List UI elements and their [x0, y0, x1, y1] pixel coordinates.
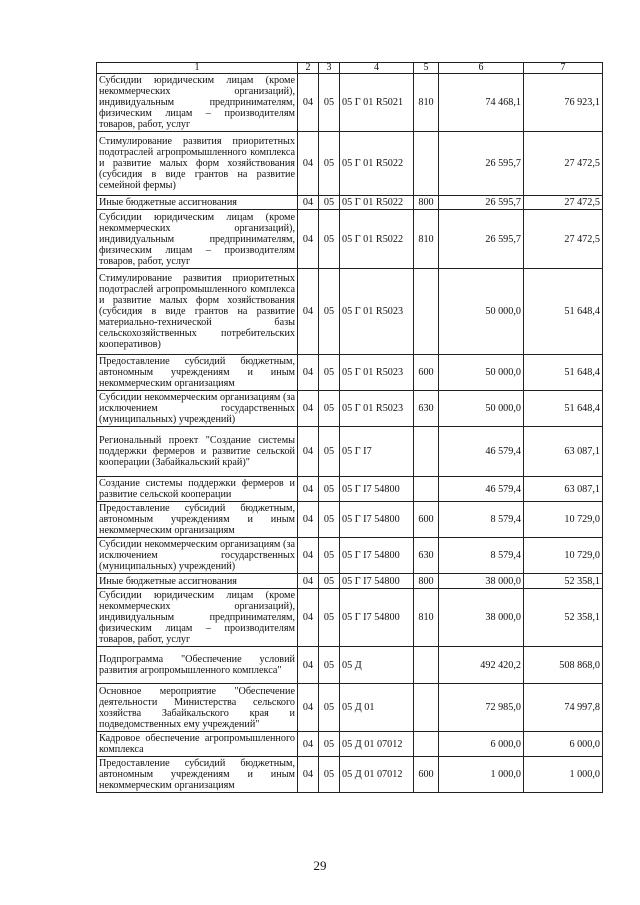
cell-target-code: 05 Г I7 54800	[340, 589, 414, 647]
cell-item-name: Субсидии некоммерческим организациям (за исключением государственных (муниципальных) учреждений)	[97, 391, 298, 427]
cell-target-code: 05 Г 01 R5022	[340, 210, 414, 269]
table-row	[97, 269, 603, 355]
cell-section: 04	[298, 684, 319, 732]
cell-expense-type	[414, 477, 439, 502]
cell-amount-year2: 74 997,8	[524, 684, 603, 732]
cell-section: 04	[298, 132, 319, 196]
cell-subsection: 05	[319, 574, 340, 589]
cell-subsection: 05	[319, 538, 340, 574]
cell-expense-type: 800	[414, 574, 439, 589]
cell-amount-year1: 26 595,7	[439, 196, 524, 210]
cell-section: 04	[298, 391, 319, 427]
cell-section: 04	[298, 732, 319, 757]
header-col-1: 1	[97, 63, 298, 74]
cell-section: 04	[298, 757, 319, 793]
cell-amount-year2: 63 087,1	[524, 477, 603, 502]
cell-target-code: 05 Г 01 R5023	[340, 355, 414, 391]
cell-amount-year2: 27 472,5	[524, 196, 603, 210]
table-row	[97, 684, 603, 732]
cell-amount-year1: 26 595,7	[439, 210, 524, 269]
cell-subsection: 05	[319, 477, 340, 502]
cell-amount-year2: 76 923,1	[524, 74, 603, 132]
table-row	[97, 355, 603, 391]
table-row	[97, 477, 603, 502]
cell-item-name: Подпрограмма "Обеспечение условий развития агропромышленного комплекса"	[97, 647, 298, 684]
cell-item-name: Предоставление субсидий бюджетным, автономным учреждениям и иным некоммерческим организациям	[97, 502, 298, 538]
cell-expense-type	[414, 684, 439, 732]
cell-subsection: 05	[319, 74, 340, 132]
cell-target-code: 05 Г I7 54800	[340, 574, 414, 589]
header-col-5: 5	[414, 63, 439, 74]
cell-amount-year1: 50 000,0	[439, 355, 524, 391]
cell-item-name: Иные бюджетные ассигнования	[97, 574, 298, 589]
cell-expense-type	[414, 269, 439, 355]
cell-section: 04	[298, 355, 319, 391]
cell-amount-year1: 8 579,4	[439, 502, 524, 538]
cell-amount-year1: 1 000,0	[439, 757, 524, 793]
cell-target-code: 05 Д 01 07012	[340, 732, 414, 757]
cell-section: 04	[298, 502, 319, 538]
cell-amount-year1: 50 000,0	[439, 391, 524, 427]
cell-subsection: 05	[319, 732, 340, 757]
table-row	[97, 74, 603, 132]
cell-subsection: 05	[319, 589, 340, 647]
cell-expense-type: 630	[414, 391, 439, 427]
cell-item-name: Предоставление субсидий бюджетным, автономным учреждениям и иным некоммерческим организациям	[97, 355, 298, 391]
cell-amount-year2: 51 648,4	[524, 391, 603, 427]
cell-section: 04	[298, 589, 319, 647]
cell-amount-year2: 10 729,0	[524, 538, 603, 574]
cell-subsection: 05	[319, 684, 340, 732]
cell-amount-year2: 51 648,4	[524, 355, 603, 391]
header-col-3: 3	[319, 63, 340, 74]
cell-section: 04	[298, 196, 319, 210]
cell-amount-year1: 46 579,4	[439, 477, 524, 502]
cell-subsection: 05	[319, 502, 340, 538]
table-row	[97, 589, 603, 647]
cell-amount-year1: 6 000,0	[439, 732, 524, 757]
cell-target-code: 05 Д 01 07012	[340, 757, 414, 793]
cell-amount-year1: 492 420,2	[439, 647, 524, 684]
cell-amount-year1: 72 985,0	[439, 684, 524, 732]
cell-item-name: Стимулирование развития приоритетных подотраслей агропромышленного комплекса и развитие малых форм хозяйствования (субсидия в виде грантов на развитие материально-технической базы сельскохозяйственных потребительских кооперативов)	[97, 269, 298, 355]
cell-amount-year2: 52 358,1	[524, 574, 603, 589]
cell-item-name: Предоставление субсидий бюджетным, автономным учреждениям и иным некоммерческим организациям	[97, 757, 298, 793]
cell-expense-type: 630	[414, 538, 439, 574]
cell-amount-year1: 8 579,4	[439, 538, 524, 574]
cell-expense-type: 600	[414, 355, 439, 391]
cell-expense-type	[414, 132, 439, 196]
cell-subsection: 05	[319, 210, 340, 269]
cell-target-code: 05 Г 01 R5023	[340, 391, 414, 427]
cell-section: 04	[298, 647, 319, 684]
table-row	[97, 391, 603, 427]
cell-target-code: 05 Г 01 R5023	[340, 269, 414, 355]
cell-item-name: Иные бюджетные ассигнования	[97, 196, 298, 210]
cell-target-code: 05 Г 01 R5022	[340, 132, 414, 196]
cell-target-code: 05 Г I7 54800	[340, 502, 414, 538]
cell-section: 04	[298, 210, 319, 269]
table-row	[97, 574, 603, 589]
cell-amount-year2: 6 000,0	[524, 732, 603, 757]
table-row	[97, 210, 603, 269]
cell-expense-type	[414, 732, 439, 757]
cell-item-name: Субсидии юридическим лицам (кроме некоммерческих организаций), индивидуальным предпринимателям, физическим лицам – производителям товаров, работ, услуг	[97, 74, 298, 132]
table-row	[97, 647, 603, 684]
header-col-2: 2	[298, 63, 319, 74]
cell-subsection: 05	[319, 355, 340, 391]
table-row	[97, 732, 603, 757]
cell-amount-year2: 10 729,0	[524, 502, 603, 538]
cell-amount-year2: 27 472,5	[524, 210, 603, 269]
cell-amount-year1: 38 000,0	[439, 589, 524, 647]
cell-item-name: Кадровое обеспечение агропромышленного комплекса	[97, 732, 298, 757]
cell-amount-year1: 74 468,1	[439, 74, 524, 132]
cell-amount-year2: 52 358,1	[524, 589, 603, 647]
table-row	[97, 502, 603, 538]
cell-item-name: Субсидии юридическим лицам (кроме некоммерческих организаций), индивидуальным предпринимателям, физическим лицам – производителям товаров, работ, услуг	[97, 210, 298, 269]
cell-item-name: Основное мероприятие "Обеспечение деятельности Министерства сельского хозяйства Забайкальского края и подведомственных ему учреждений"	[97, 684, 298, 732]
cell-target-code: 05 Г 01 R5022	[340, 196, 414, 210]
header-col-4: 4	[340, 63, 414, 74]
cell-section: 04	[298, 427, 319, 477]
cell-expense-type: 800	[414, 196, 439, 210]
header-col-6: 6	[439, 63, 524, 74]
cell-item-name: Стимулирование развития приоритетных подотраслей агропромышленного комплекса и развитие малых форм хозяйствования (субсидия в виде грантов на развитие семейной фермы)	[97, 132, 298, 196]
header-row	[97, 63, 603, 74]
cell-target-code: 05 Д	[340, 647, 414, 684]
cell-amount-year2: 1 000,0	[524, 757, 603, 793]
cell-amount-year2: 27 472,5	[524, 132, 603, 196]
cell-expense-type	[414, 427, 439, 477]
cell-amount-year1: 50 000,0	[439, 269, 524, 355]
cell-target-code: 05 Г I7 54800	[340, 538, 414, 574]
cell-expense-type: 600	[414, 502, 439, 538]
cell-target-code: 05 Д 01	[340, 684, 414, 732]
cell-item-name: Создание системы поддержки фермеров и развитие сельской кооперации	[97, 477, 298, 502]
cell-section: 04	[298, 574, 319, 589]
table-row	[97, 132, 603, 196]
cell-section: 04	[298, 477, 319, 502]
cell-subsection: 05	[319, 132, 340, 196]
cell-subsection: 05	[319, 647, 340, 684]
cell-amount-year2: 51 648,4	[524, 269, 603, 355]
cell-target-code: 05 Г I7	[340, 427, 414, 477]
cell-section: 04	[298, 74, 319, 132]
cell-expense-type: 810	[414, 210, 439, 269]
header-col-7: 7	[524, 63, 603, 74]
cell-expense-type: 810	[414, 74, 439, 132]
cell-amount-year1: 46 579,4	[439, 427, 524, 477]
cell-item-name: Субсидии юридическим лицам (кроме некоммерческих организаций), индивидуальным предпринимателям, физическим лицам – производителям товаров, работ, услуг	[97, 589, 298, 647]
cell-amount-year1: 38 000,0	[439, 574, 524, 589]
table-row	[97, 196, 603, 210]
table-row	[97, 757, 603, 793]
cell-subsection: 05	[319, 427, 340, 477]
cell-item-name: Субсидии некоммерческим организациям (за исключением государственных (муниципальных) учреждений)	[97, 538, 298, 574]
cell-amount-year2: 508 868,0	[524, 647, 603, 684]
cell-subsection: 05	[319, 391, 340, 427]
table-row	[97, 538, 603, 574]
cell-target-code: 05 Г I7 54800	[340, 477, 414, 502]
cell-subsection: 05	[319, 269, 340, 355]
cell-section: 04	[298, 269, 319, 355]
table-row	[97, 427, 603, 477]
cell-expense-type: 810	[414, 589, 439, 647]
cell-expense-type	[414, 647, 439, 684]
cell-amount-year1: 26 595,7	[439, 132, 524, 196]
cell-subsection: 05	[319, 757, 340, 793]
page-number: 29	[313, 858, 327, 873]
cell-item-name: Региональный проект "Создание системы поддержки фермеров и развитие сельской кооперации (Забайкальский край)"	[97, 427, 298, 477]
cell-subsection: 05	[319, 196, 340, 210]
budget-table	[96, 62, 603, 793]
cell-target-code: 05 Г 01 R5021	[340, 74, 414, 132]
cell-amount-year2: 63 087,1	[524, 427, 603, 477]
cell-section: 04	[298, 538, 319, 574]
cell-expense-type: 600	[414, 757, 439, 793]
